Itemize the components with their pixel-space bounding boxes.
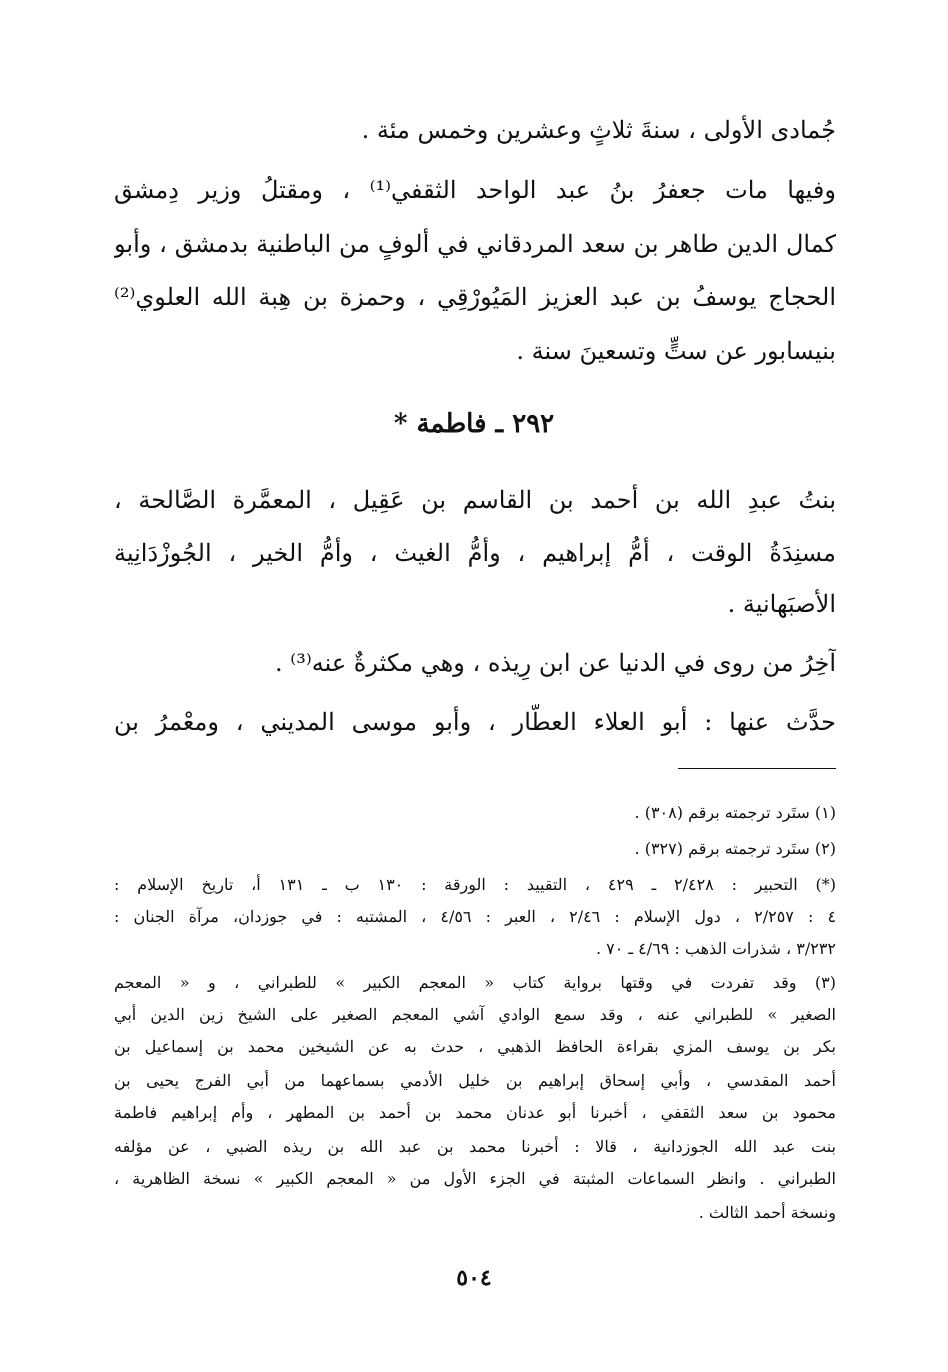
body-line: وفيها مات جعفرُ بنُ عبد الواحد الثقفي⁽¹⁾ ، ومقتلُ وزير دِمشق: [114, 176, 836, 204]
body-line: جُمادى الأولى ، سنةَ ثلاثٍ وعشرين وخمس مئة .: [361, 116, 836, 144]
body-line: بنيسابور عن ستٍّ وتسعينَ سنة .: [516, 337, 836, 365]
footnote-line: بنت عبد الله الجوزدانية ، قالا : أخبرنا محمد بن عبد الله بن ريذه الضبي ، عن مؤلفه: [114, 1137, 836, 1156]
footnote-line: ونسخة أحمد الثالث .: [698, 1203, 836, 1222]
footnote-separator: [678, 768, 836, 769]
footnote-line: (١) ستَرد ترجمته برقم (٣٠٨) .: [634, 803, 836, 822]
body-line: الأصبَهانية .: [727, 590, 836, 618]
footnote-line: الطبراني . وانظر السماعات المثبتة في الجزء الأول من « المعجم الكبير » نسخة الظاهرية ،: [114, 1169, 836, 1188]
footnote-line: بكر بن يوسف المزي بقراءة الحافظ الذهبي ، حدث به عن الشيخين محمد بن إسماعيل بن: [114, 1037, 836, 1056]
footnote-line: (٣) وقد تفردت في وقتها برواية كتاب « المعجم الكبير » للطبراني ، و « المعجم: [114, 973, 836, 992]
footnote-line: (*) التحبير : ٢/٤٢٨ ـ ٤٢٩ ، التقييد : الورقة : ١٣٠ ب ـ ١٣١ أ، تاريخ الإسلام :: [114, 875, 836, 894]
footnote-line: ٣/٢٣٢ ، شذرات الذهب : ٤/٦٩ ـ ٧٠ .: [595, 939, 836, 958]
body-line: بنتُ عبدِ الله بن أحمد بن القاسم بن عَقِيل ، المعمَّرة الصَّالحة ،: [114, 486, 836, 514]
entry-heading: ٢٩٢ ـ فاطمة *: [393, 409, 555, 439]
footnote-line: الصغير » للطبراني عنه ، وقد سمع الوادي آشي المعجم الصغير على الشيخ زين الدين أبي: [114, 1005, 836, 1024]
footnote-line: (٢) ستَرد ترجمته برقم (٣٢٧) .: [634, 839, 836, 858]
body-line: حدَّث عنها : أبو العلاء العطَّار ، وأبو موسى المديني ، ومعْمرُ بن: [114, 708, 836, 736]
body-line: مسنِدَةُ الوقت ، أمُّ إبراهيم ، وأمُّ الغيث ، وأمُّ الخير ، الجُوزْدَانِية: [114, 539, 836, 567]
body-line: كمال الدين طاهر بن سعد المردقاني في ألوفٍ من الباطنية بدمشق ، وأبو: [114, 230, 836, 258]
footnote-line: محمود بن سعد الثقفي ، أخبرنا أبو عدنان محمد بن أحمد بن المطهر ، وأم إبراهيم فاطمة: [114, 1103, 836, 1122]
body-line: الحجاج يوسفُ بن عبد العزيز المَيُورْقِي ، وحمزة بن هِبة الله العلوي⁽²⁾: [114, 283, 836, 311]
body-line: آخِرُ من روى في الدنيا عن ابن رِيذه ، وهي مكثرةٌ عنه⁽³⁾ .: [275, 649, 836, 677]
footnote-line: أحمد المقدسي ، وأبي إسحاق إبراهيم بن خليل الأدمي بسماعهما من أبي الفرج يحيى بن: [114, 1071, 836, 1090]
page-number: ٥٠٤: [456, 1265, 492, 1291]
footnote-line: ٤ : ٢/٢٥٧ ، دول الإسلام : ٢/٤٦ ، العبر : ٤/٥٦ ، المشتبه : في جوزدان، مرآة الجنان :: [114, 907, 836, 926]
